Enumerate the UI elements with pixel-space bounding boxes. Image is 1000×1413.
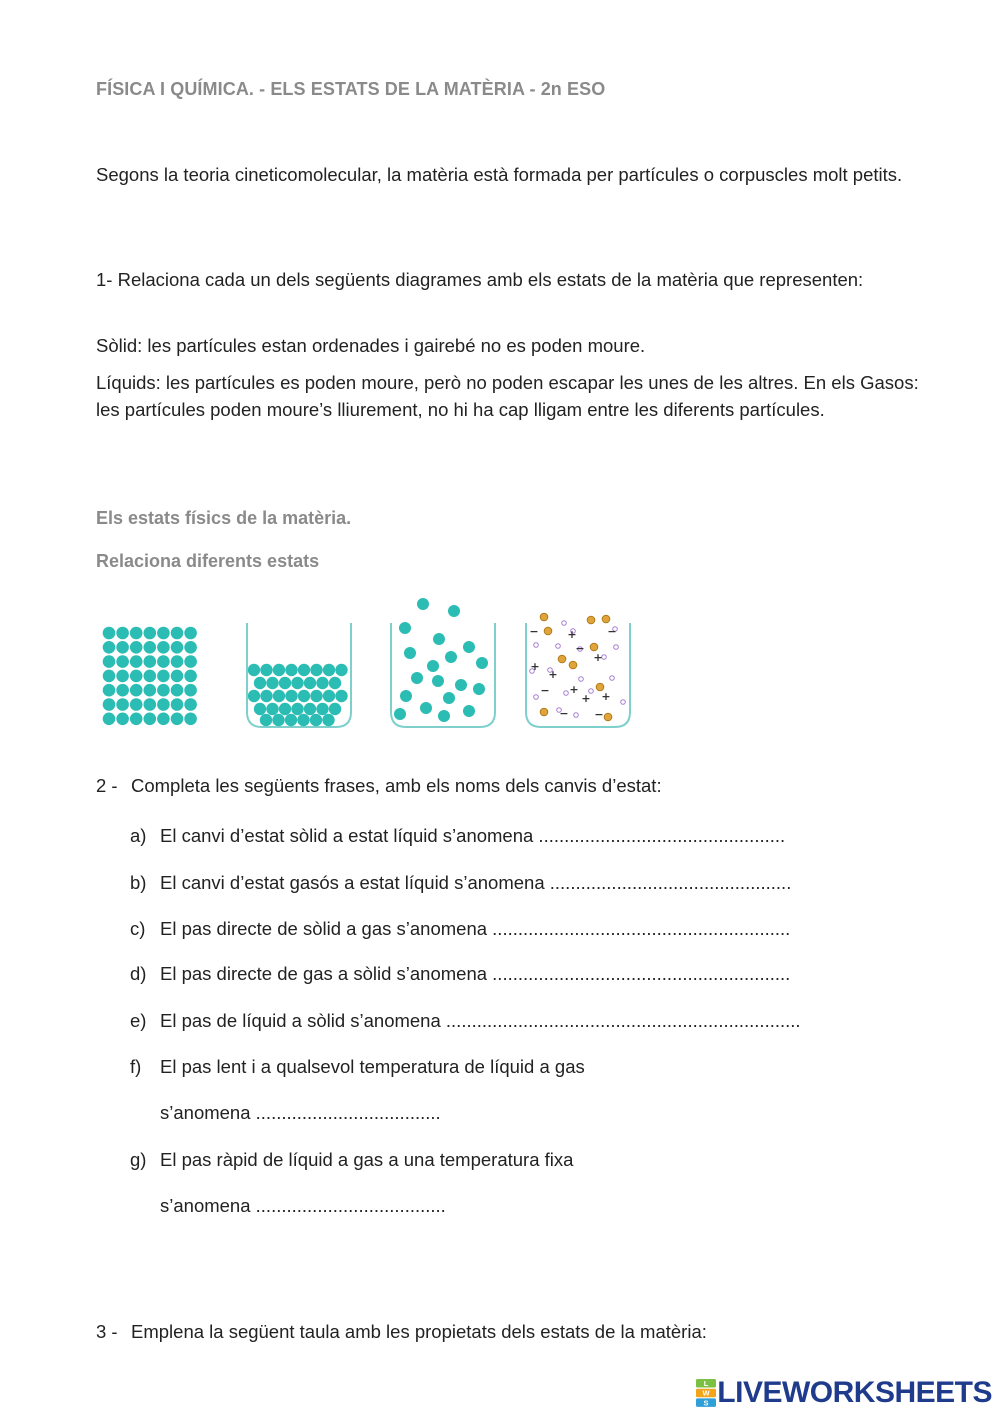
plasma-electron <box>621 700 626 705</box>
solid-diagram <box>103 627 197 725</box>
plasma-electron <box>564 691 569 696</box>
liquid-particle <box>310 664 322 676</box>
liquid-particle <box>310 714 322 726</box>
item-letter: c) <box>130 918 146 939</box>
solid-particle <box>171 627 184 640</box>
solid-particle <box>144 641 157 654</box>
solid-particle <box>144 698 157 711</box>
question2-prompt: Completa les següents frases, amb els noms dels canvis d’estat: <box>131 775 662 796</box>
logo-letter-w: W <box>702 1388 710 1398</box>
liquid-particle <box>273 664 285 676</box>
item-text[interactable]: s’anomena .................................... <box>160 1102 441 1123</box>
plasma-minus-sign: − <box>594 708 604 721</box>
solid-particle <box>116 684 129 697</box>
logo-text: LIVEWORKSHEETS <box>717 1376 992 1409</box>
liquid-particle <box>298 664 310 676</box>
liquid-particle <box>316 677 328 689</box>
liquid-particle <box>335 664 347 676</box>
gas-particle <box>455 679 467 691</box>
solid-particle <box>144 713 157 726</box>
liquid-particle <box>285 664 297 676</box>
section-title: Els estats físics de la matèria. <box>96 508 352 528</box>
gas-particle <box>427 660 439 672</box>
solid-particle <box>130 698 143 711</box>
gas-particle <box>411 672 423 684</box>
liquid-particle <box>260 714 272 726</box>
liquid-gas-description: Líquids: les partícules es poden moure, però no poden escapar les unes de les altres. En els Gasos: les partícules poden moure’s lliurement, no hi ha cap lligam entre les diferents partícules. <box>96 372 919 420</box>
gas-particle <box>394 708 406 720</box>
question3-label: 3 - <box>96 1321 118 1342</box>
solid-particle <box>184 655 197 668</box>
solid-particle <box>157 627 170 640</box>
gas-particle <box>399 622 411 634</box>
plasma-plus-sign: + <box>567 628 577 641</box>
plasma-ion <box>540 613 548 621</box>
liquid-particle <box>291 703 303 715</box>
gas-particle <box>400 690 412 702</box>
solid-particle <box>130 684 143 697</box>
question3-prompt: Emplena la següent taula amb les propietats dels estats de la matèria: <box>131 1321 707 1342</box>
solid-particle <box>171 698 184 711</box>
solid-particle <box>116 627 129 640</box>
plasma-plus-sign: + <box>581 692 591 705</box>
solid-particle <box>157 713 170 726</box>
liquid-particle <box>254 677 266 689</box>
logo-letter-s: S <box>703 1398 709 1408</box>
solid-description: Sòlid: les partícules estan ordenades i gairebé no es poden moure. <box>96 335 646 356</box>
question2-label: 2 - <box>96 775 118 796</box>
solid-particle <box>103 655 116 668</box>
item-text[interactable]: El canvi d’estat gasós a estat líquid s’anomena ............................................... <box>160 872 792 893</box>
item-letter: b) <box>130 872 147 893</box>
gas-particle <box>433 633 445 645</box>
liquid-particle <box>291 677 303 689</box>
plasma-ion <box>602 615 610 623</box>
solid-particle <box>116 641 129 654</box>
liquid-particle <box>272 714 284 726</box>
liquid-particle <box>248 690 260 702</box>
item-letter: e) <box>130 1010 147 1031</box>
item-letter: a) <box>130 825 147 846</box>
liquid-particle <box>260 690 272 702</box>
plasma-plus-sign: + <box>530 660 540 673</box>
solid-particle <box>184 684 197 697</box>
solid-particle <box>144 670 157 683</box>
solid-particle <box>103 698 116 711</box>
solid-particle <box>116 698 129 711</box>
question1-prompt: 1- Relaciona cada un dels següents diagrames amb els estats de la matèria que representen: <box>96 269 864 290</box>
gas-particle <box>448 605 460 617</box>
solid-particle <box>171 641 184 654</box>
solid-particle <box>157 641 170 654</box>
liquid-particle <box>279 703 291 715</box>
plasma-electron <box>614 645 619 650</box>
solid-particle <box>103 684 116 697</box>
plasma-diagram <box>526 613 630 727</box>
solid-particle <box>103 713 116 726</box>
logo-letter-l: L <box>704 1379 709 1388</box>
liquid-particle <box>304 677 316 689</box>
solid-particle <box>184 641 197 654</box>
plasma-ion <box>604 713 612 721</box>
plasma-ion <box>569 661 577 669</box>
liquid-particle <box>323 664 335 676</box>
plasma-minus-sign: − <box>575 642 585 655</box>
solid-particle <box>157 684 170 697</box>
gas-particle <box>420 702 432 714</box>
plasma-minus-sign: − <box>529 625 539 638</box>
solid-particle <box>130 641 143 654</box>
gas-particle <box>432 675 444 687</box>
liquid-particle <box>279 677 291 689</box>
plasma-plus-sign: + <box>569 683 579 696</box>
liquid-particle <box>322 714 334 726</box>
solid-particle <box>130 713 143 726</box>
solid-particle <box>171 655 184 668</box>
gas-diagram <box>391 598 495 727</box>
liquid-particle <box>316 703 328 715</box>
solid-particle <box>184 670 197 683</box>
gas-particle <box>438 710 450 722</box>
gas-particle <box>463 705 475 717</box>
liquid-particle <box>273 690 285 702</box>
solid-particle <box>116 670 129 683</box>
solid-particle <box>171 684 184 697</box>
plasma-electron <box>556 644 561 649</box>
liquid-particle <box>310 690 322 702</box>
liquid-particle <box>285 690 297 702</box>
gas-particle <box>445 651 457 663</box>
solid-particle <box>157 670 170 683</box>
plasma-electron <box>534 695 539 700</box>
gas-particle <box>476 657 488 669</box>
gas-particle <box>417 598 429 610</box>
liquid-particle <box>285 714 297 726</box>
liquid-particle <box>298 690 310 702</box>
solid-particle <box>116 713 129 726</box>
solid-particle <box>144 655 157 668</box>
gas-particle <box>463 641 475 653</box>
item-text[interactable]: El pas directe de sòlid a gas s’anomena .......................................................... <box>160 918 791 939</box>
plasma-ion <box>540 708 548 716</box>
item-text: El pas ràpid de líquid a gas a una temperatura fixa <box>160 1149 574 1170</box>
liquid-particle <box>297 714 309 726</box>
item-text[interactable]: El pas de líquid a sòlid s’anomena ..................................................................... <box>160 1010 801 1031</box>
gas-particle <box>473 683 485 695</box>
solid-particle <box>184 698 197 711</box>
gas-particle <box>443 692 455 704</box>
intro-paragraph: Segons la teoria cineticomolecular, la matèria està formada per partícules o corpuscles molt petits. <box>96 164 903 185</box>
plasma-minus-sign: − <box>559 707 569 720</box>
solid-particle <box>130 670 143 683</box>
solid-particle <box>184 713 197 726</box>
item-letter: f) <box>130 1056 142 1077</box>
solid-particle <box>171 670 184 683</box>
plasma-electron <box>574 713 579 718</box>
solid-particle <box>130 627 143 640</box>
solid-particle <box>116 655 129 668</box>
item-letter: d) <box>130 963 147 984</box>
gas-particle <box>404 647 416 659</box>
plasma-electron <box>610 676 615 681</box>
states-of-matter-diagram <box>96 590 646 735</box>
plasma-electron <box>562 621 567 626</box>
liquid-particle <box>329 677 341 689</box>
solid-particle <box>103 670 116 683</box>
plasma-ion <box>558 655 566 663</box>
item-letter: g) <box>130 1149 147 1170</box>
plasma-minus-sign: − <box>607 625 617 638</box>
solid-particle <box>144 627 157 640</box>
liquid-particle <box>335 690 347 702</box>
plasma-ion <box>587 616 595 624</box>
liquid-particle <box>266 677 278 689</box>
solid-particle <box>144 684 157 697</box>
item-text: El pas lent i a qualsevol temperatura de líquid a gas <box>160 1056 585 1077</box>
liquid-particle <box>248 664 260 676</box>
item-text[interactable]: s’anomena ..................................... <box>160 1195 446 1216</box>
plasma-minus-sign: − <box>540 684 550 697</box>
liquid-particle <box>254 703 266 715</box>
item-text[interactable]: El canvi d’estat sòlid a estat líquid s’anomena ................................................ <box>160 825 786 846</box>
page-title: FÍSICA I QUÍMICA. - ELS ESTATS DE LA MATÈRIA - 2n ESO <box>96 79 606 99</box>
plasma-electron <box>534 643 539 648</box>
solid-particle <box>103 641 116 654</box>
liquid-diagram <box>247 623 351 727</box>
plasma-plus-sign: + <box>548 668 558 681</box>
liquid-particle <box>304 703 316 715</box>
liquid-particle <box>323 690 335 702</box>
logo-mark-icon <box>695 1378 717 1408</box>
section-subtitle: Relaciona diferents estats <box>96 551 320 571</box>
plasma-plus-sign: + <box>601 690 611 703</box>
solid-particle <box>130 655 143 668</box>
liquid-particle <box>329 703 341 715</box>
solid-particle <box>184 627 197 640</box>
liquid-particle <box>260 664 272 676</box>
plasma-electron <box>579 677 584 682</box>
solid-particle <box>157 655 170 668</box>
plasma-ion <box>544 627 552 635</box>
liquid-particle <box>266 703 278 715</box>
plasma-ion <box>590 643 598 651</box>
solid-particle <box>171 713 184 726</box>
plasma-plus-sign: + <box>593 651 603 664</box>
solid-particle <box>103 627 116 640</box>
solid-particle <box>157 698 170 711</box>
liveworksheets-logo[interactable] <box>695 1376 992 1410</box>
item-text[interactable]: El pas directe de gas a sòlid s’anomena .......................................................... <box>160 963 791 984</box>
